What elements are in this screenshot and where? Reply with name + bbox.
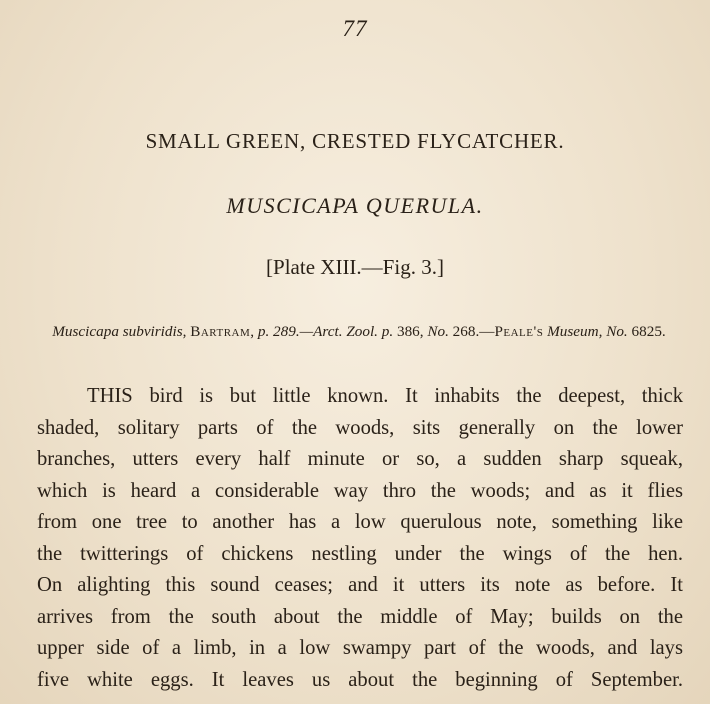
paragraph-line: branches, utters every half minute or so, a sudden sharp squeak, — [37, 448, 683, 470]
citation-author: Bartram — [190, 323, 251, 340]
paragraph-line: five white eggs. It leaves us about the beginning of September. — [37, 668, 683, 691]
citation-author-ref: p. 289.— — [257, 323, 314, 340]
paragraph-line: upper side of a limb, in a low swampy part of the woods, and lays — [37, 637, 683, 659]
citation-catalog-ref: 6825. — [627, 323, 666, 340]
paragraph-line: THIS bird is but little known. It inhabits the deepest, thick — [87, 385, 683, 407]
paragraph-line: which is heard a considerable way thro the woods; and as it flies — [37, 479, 683, 502]
citation-museum: Museum, — [547, 323, 603, 340]
paragraph-line: the twitterings of chickens nestling under the wings of the hen. — [37, 542, 683, 565]
paragraph-line: arrives from the south about the middle of May; builds on the — [37, 605, 683, 628]
paragraph-line: from one tree to another has a low querulous note, something like — [37, 511, 683, 533]
body-paragraph — [37, 381, 683, 696]
citation-number-ref: 268.— — [448, 323, 495, 340]
citation-museum-owner: Peale's — [494, 323, 544, 340]
citation-work-ref: 386, — [393, 323, 428, 340]
citation-catalog: No. — [606, 323, 628, 340]
citation: Muscicapa subviridis, Bartram, p. 289.—Arct. Zool. p. 386, No. 268.—Peale's Museum, No. 6825. — [52, 323, 666, 340]
citation-species: Muscicapa subviridis — [52, 323, 183, 340]
chapter-title: SMALL GREEN, CRESTED FLYCATCHER. — [145, 129, 565, 153]
latin-name: MUSCICAPA QUERULA. — [226, 193, 484, 218]
page-number: 77 — [342, 16, 368, 41]
paragraph-line: On alighting this sound ceases; and it utters its note as before. It — [37, 574, 683, 596]
paragraph-line: shaded, solitary parts of the woods, sits generally on the lower — [37, 416, 683, 439]
citation-work: Arct. Zool. p. — [313, 323, 394, 340]
plate-reference: [Plate XIII.—Fig. 3.] — [266, 255, 444, 279]
citation-number: No. — [427, 323, 449, 340]
